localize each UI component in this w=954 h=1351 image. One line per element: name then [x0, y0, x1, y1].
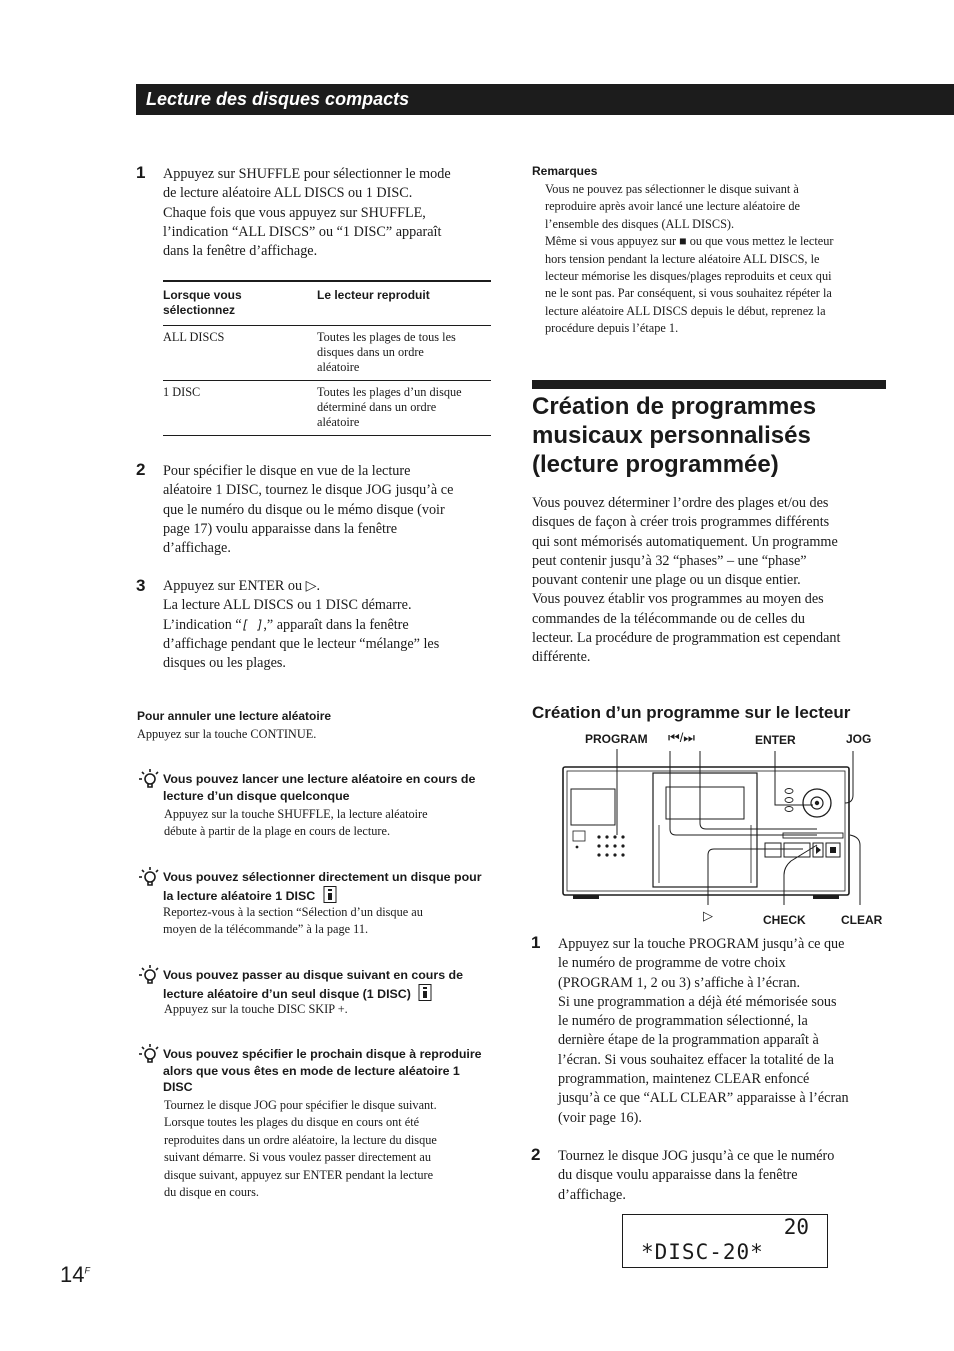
shuffle-mode-table	[163, 280, 491, 436]
text-line: Si une programmation a déjà été mémorisée sous	[558, 993, 837, 1010]
cd-player-front-panel-illustration	[555, 745, 875, 905]
table-row	[163, 381, 491, 436]
display-window-illustration	[622, 1214, 828, 1268]
text-line: Appuyez sur la touche PROGRAM jusqu’à ce que	[558, 936, 845, 952]
text-line: lecteur. La procédure de programmation est cependant	[532, 630, 841, 647]
text-line: disques ou les plages.	[163, 655, 286, 672]
remote-control-icon	[323, 886, 337, 903]
tip-body	[163, 904, 503, 939]
text-line: l’écran. Si vous souhaitez effacer la totalité de la	[558, 1051, 834, 1068]
text-line: Lorsque toutes les plages du disque en cours ont été	[164, 1115, 420, 1130]
step-number: 1	[531, 933, 541, 952]
subsection-title: Création d’un programme sur le lecteur	[532, 703, 851, 722]
section-title	[532, 392, 886, 479]
text-line: Même si vous appuyez sur ■ ou que vous mettez le lecteur	[545, 234, 834, 249]
text-line: procédure depuis l’étape 1.	[545, 321, 679, 336]
text-line: dernière étape de la programmation apparaît à	[558, 1032, 819, 1049]
tip-lightbulb-icon	[138, 768, 160, 790]
tip-heading	[163, 1046, 503, 1096]
text-line: Tournez le disque JOG pour spécifier le disque suivant.	[164, 1098, 437, 1112]
tip-lightbulb-icon	[138, 964, 160, 986]
page-number-suffix: F	[84, 1265, 90, 1276]
text-fragment: la lecture aléatoire 1 DISC	[163, 888, 316, 903]
step-2-text	[163, 462, 493, 558]
tip-heading	[163, 771, 503, 804]
text-line	[163, 616, 493, 635]
text-line: DISC	[163, 1080, 193, 1095]
text-line: Chaque fois que vous appuyez sur SHUFFLE,	[163, 204, 426, 221]
text-line: (voir page 16).	[558, 1109, 642, 1126]
text-line: (PROGRAM 1, 2 ou 3) s’affiche à l’écran.	[558, 974, 801, 991]
text-line: Création de programmes	[532, 393, 817, 420]
text-line: Vous pouvez déterminer l’ordre des plages et/ou des	[532, 495, 829, 511]
display-line-2: *DISC-20*	[641, 1240, 764, 1264]
text-line: page 17) voulu apparaisse dans la fenêtre	[163, 520, 397, 537]
text-fragment: L’indication “	[163, 616, 242, 633]
program-step-2-text	[558, 1147, 898, 1205]
tip-lightbulb-icon	[138, 1043, 160, 1065]
tip-lightbulb-icon	[138, 866, 160, 888]
remote-control-icon	[418, 984, 432, 1001]
table-header-cell: Lorsque vous sélectionnez	[163, 281, 317, 326]
remarks-body	[545, 181, 890, 338]
table-cell: Toutes les plages d’un disque déterminé dans un ordre aléatoire	[317, 381, 491, 436]
text-line: Pour spécifier le disque en vue de la lecture	[163, 463, 411, 479]
text-line: reproduites dans un ordre aléatoire, la lecture du disque	[164, 1132, 437, 1147]
text-line: le numéro de programme de votre choix	[558, 955, 786, 972]
table-header-row	[163, 281, 491, 326]
text-line: moyen de la télécommande” à la page 11.	[163, 922, 369, 937]
tip-heading	[163, 869, 503, 904]
text-line: Tournez le disque JOG jusqu’à ce que le numéro	[558, 1148, 835, 1164]
program-step-1-text	[558, 935, 898, 1128]
section-header-bar	[136, 84, 954, 115]
text-line: lecteur mémorise les disques/plages reproduits et ceux qui	[545, 269, 832, 284]
text-line: d’affichage.	[163, 540, 231, 557]
text-line: débute à partir de la plage en cours de lecture.	[164, 824, 391, 839]
text-line	[163, 984, 503, 1003]
text-line	[163, 886, 503, 905]
page-number-value: 14	[60, 1262, 85, 1287]
tip-body	[164, 1097, 504, 1201]
tip-heading	[163, 967, 503, 1002]
table-cell: ALL DISCS	[163, 326, 317, 381]
step-number: 1	[136, 163, 146, 182]
step-3-text	[163, 577, 493, 673]
text-line: l’ensemble des disques (ALL DISCS).	[545, 216, 735, 231]
diagram-label-program: PROGRAM	[585, 732, 648, 746]
text-line: du disque en cours.	[164, 1185, 259, 1200]
text-line: peut contenir jusqu’à 32 “phases” – une “phase”	[532, 552, 807, 569]
text-line: Vous pouvez lancer une lecture aléatoire en cours de	[163, 772, 476, 786]
text-line: ne le sont pas. Par conséquent, si vous souhaitez répéter la	[545, 286, 832, 301]
text-line: programmation, maintenez CLEAR enfoncé	[558, 1071, 810, 1088]
text-line: le numéro de programmation sélectionné, la	[558, 1013, 808, 1030]
section-header-title: Lecture des disques compacts	[146, 89, 410, 109]
table-cell: Toutes les plages de tous les disques dans un ordre aléatoire	[317, 326, 491, 381]
display-line-1: 20	[783, 1215, 809, 1239]
intro-paragraph	[532, 494, 892, 668]
page-number	[60, 1262, 90, 1288]
text-line: Reportez-vous à la section “Sélection d’un disque au	[163, 905, 423, 919]
text-line: Vous ne pouvez pas sélectionner le disque suivant à	[545, 182, 799, 196]
text-line: d’affichage.	[558, 1186, 626, 1203]
text-line: Appuyez sur la touche DISC SKIP +.	[164, 1002, 348, 1016]
text-line: du disque voulu apparaisse dans la fenêtre	[558, 1167, 798, 1184]
text-line: dans la fenêtre d’affichage.	[163, 243, 318, 260]
step-number: 3	[136, 576, 146, 595]
diagram-label-jog: JOG	[846, 732, 872, 746]
text-line: différente.	[532, 649, 591, 666]
step-number: 2	[136, 460, 146, 479]
text-line: que le numéro du disque ou le mémo disque (voir	[163, 501, 445, 518]
diagram-label-clear: CLEAR	[841, 913, 883, 927]
tip-body	[164, 806, 504, 841]
shuffle-display-glyph: [ ]	[241, 617, 264, 632]
tip-body	[164, 1001, 504, 1018]
cancel-text: Appuyez sur la touche CONTINUE.	[137, 727, 317, 741]
text-line: jusqu’à ce que “ALL CLEAR” apparaisse à l’écran	[558, 1090, 849, 1107]
text-line: Appuyez sur ENTER ou ▷.	[163, 578, 321, 594]
section-rule	[532, 380, 886, 389]
diagram-label-play: ▷	[703, 908, 713, 923]
text-line: commandes de la télécommande ou de celles du	[532, 610, 806, 627]
step-1-text	[163, 165, 493, 261]
text-line: reproduire après avoir lancé une lecture aléatoire de	[545, 199, 801, 214]
remarks-heading: Remarques	[532, 164, 598, 178]
diagram-label-enter: ENTER	[755, 733, 796, 747]
text-line: aléatoire 1 DISC, tournez le disque JOG jusqu’à ce	[163, 482, 454, 499]
step-number: 2	[531, 1145, 541, 1164]
text-line: de lecture aléatoire ALL DISCS ou 1 DISC.	[163, 185, 413, 202]
text-line: suivant démarre. Si vous voulez passer directement au	[164, 1150, 432, 1165]
diagram-label-check: CHECK	[763, 913, 806, 927]
text-line: d’affichage pendant que le lecteur “mélange” les	[163, 635, 440, 652]
text-line: musicaux personnalisés	[532, 422, 811, 449]
text-line: Appuyez sur SHUFFLE pour sélectionner le mode	[163, 166, 451, 182]
text-line: Vous pouvez spécifier le prochain disque à reproduire	[163, 1047, 482, 1061]
text-line: (lecture programmée)	[532, 451, 779, 478]
text-line: Vous pouvez établir vos programmes au moyen des	[532, 591, 824, 608]
table-cell: 1 DISC	[163, 381, 317, 436]
text-line: Vous pouvez passer au disque suivant en cours de	[163, 968, 463, 982]
text-line: lecture aléatoire ALL DISCS depuis le début, reprenez la	[545, 303, 826, 318]
diagram-label-skip: ⏮/⏭	[668, 730, 696, 745]
table-header-cell: Le lecteur reproduit	[317, 281, 491, 326]
text-line: disque suivant, appuyez sur ENTER pendant la lecture	[164, 1167, 434, 1182]
text-fragment: ,” apparaît dans la fenêtre	[263, 616, 409, 633]
text-line: disques de façon à créer trois programmes différents	[532, 514, 830, 531]
text-line: Appuyez sur la touche SHUFFLE, la lecture aléatoire	[164, 807, 428, 821]
text-line: pouvant contenir une plage ou un disque entier.	[532, 572, 801, 589]
text-fragment: lecture aléatoire d’un seul disque (1 DISC)	[163, 986, 411, 1001]
table-row	[163, 326, 491, 381]
text-line: l’indication “ALL DISCS” ou “1 DISC” apparaît	[163, 223, 442, 240]
text-line: hors tension pendant la lecture aléatoire ALL DISCS, le	[545, 251, 820, 266]
text-line: alors que vous êtes en mode de lecture aléatoire 1	[163, 1063, 460, 1078]
text-line: Vous pouvez sélectionner directement un disque pour	[163, 870, 482, 884]
text-line: qui sont mémorisés automatiquement. Un programme	[532, 533, 838, 550]
text-line: lecture d’un disque quelconque	[163, 788, 350, 803]
text-line: La lecture ALL DISCS ou 1 DISC démarre.	[163, 597, 412, 614]
cancel-heading: Pour annuler une lecture aléatoire	[137, 709, 332, 723]
